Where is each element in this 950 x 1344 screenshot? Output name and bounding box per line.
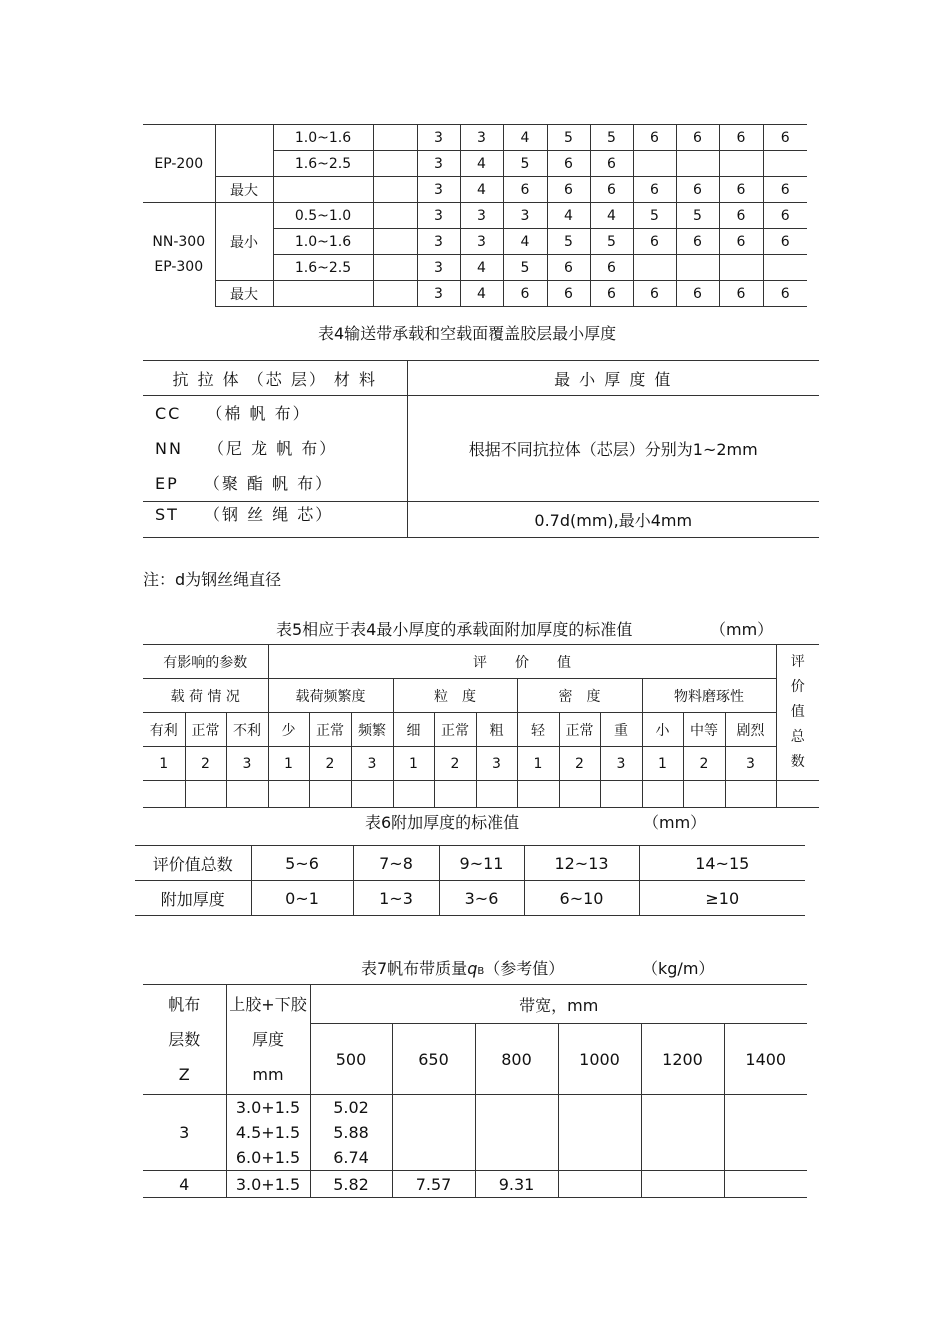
blank-cell (373, 203, 417, 229)
value-cell: 6 (503, 177, 547, 203)
table5-score: 2 (309, 747, 351, 781)
value-cell: 3 (417, 229, 460, 255)
value-cell (719, 255, 763, 281)
range-cell: 1.6~2.5 (273, 255, 373, 281)
table5-subheader: 轻 (517, 713, 559, 747)
table5-subheader: 有利 (143, 713, 185, 747)
value-cell: 6 (590, 255, 633, 281)
table7-layer3: 3 (143, 1095, 226, 1171)
value-cell: 5 (547, 229, 590, 255)
table6-row2-label: 附加厚度 (135, 881, 251, 916)
table7-layer3-500: 5.02 5.88 6.74 (310, 1095, 392, 1171)
table7-layers-header: 帆布 层数 Z (143, 985, 226, 1095)
table4-title: 表4输送带承载和空载面覆盖胶层最小厚度 (318, 324, 617, 343)
value-cell: 5 (590, 229, 633, 255)
table5-score: 1 (642, 747, 683, 781)
blank-cell (373, 151, 417, 177)
table4-header-material: 抗 拉 体 （芯 层） 材 料 (143, 361, 407, 396)
range-cell: 1.0~1.6 (273, 229, 373, 255)
table5-empty-cell (393, 781, 434, 808)
value-cell: 6 (676, 281, 719, 307)
value-cell: 3 (503, 203, 547, 229)
range-cell: 1.0~1.6 (273, 125, 373, 151)
value-cell (633, 255, 676, 281)
table5-score: 2 (434, 747, 476, 781)
table5-subheader: 少 (268, 713, 309, 747)
range-cell (273, 281, 373, 307)
value-cell: 6 (676, 229, 719, 255)
value-cell: 5 (503, 151, 547, 177)
value-cell: 5 (676, 203, 719, 229)
value-cell: 6 (590, 281, 633, 307)
table5-score: 2 (559, 747, 600, 781)
value-cell: 6 (719, 229, 763, 255)
table5-subheader: 中等 (683, 713, 725, 747)
table5-subheader: 正常 (309, 713, 351, 747)
table5-score: 1 (393, 747, 434, 781)
material-nn300-ep300: NN-300 EP-300 (143, 203, 215, 307)
value-cell: 5 (633, 203, 676, 229)
value-cell: 6 (547, 255, 590, 281)
table5-score: 3 (476, 747, 517, 781)
table5-param-header: 有影响的参数 (143, 645, 268, 679)
value-cell: 6 (633, 229, 676, 255)
value-cell: 5 (503, 255, 547, 281)
table5-score: 1 (517, 747, 559, 781)
material-ep200: EP-200 (143, 125, 215, 203)
value-cell (763, 255, 807, 281)
table5-subheader: 正常 (434, 713, 476, 747)
category-cell: 最大 (215, 177, 273, 203)
table7-title: 表7帆布带质量qB（参考值） (361, 959, 565, 978)
table5-empty-cell (351, 781, 393, 808)
table5-subheader: 重 (600, 713, 642, 747)
value-cell: 3 (460, 125, 503, 151)
value-cell: 5 (590, 125, 633, 151)
category-cell (215, 125, 273, 177)
table5-title: 表5相应于表4最小厚度的承载面附加厚度的标准值 (276, 620, 633, 639)
value-cell: 6 (763, 125, 807, 151)
table5-score: 3 (600, 747, 642, 781)
table5-empty-cell (185, 781, 226, 808)
blank-cell (373, 229, 417, 255)
table5-empty-cell (226, 781, 268, 808)
table5-subheader: 小 (642, 713, 683, 747)
table3-continued (143, 124, 807, 307)
table6-total-cell: 9~11 (439, 846, 524, 881)
table6-row1-label: 评价值总数 (135, 846, 251, 881)
value-cell: 6 (719, 281, 763, 307)
category-cell: 最小 (215, 203, 273, 281)
table7-width: 1200 (641, 1024, 724, 1095)
table5-empty-cell (776, 781, 819, 808)
value-cell: 6 (590, 151, 633, 177)
table6-total-cell: 7~8 (353, 846, 439, 881)
table7-width: 1000 (558, 1024, 641, 1095)
table7-layer4: 4 (143, 1171, 226, 1198)
range-cell (273, 177, 373, 203)
value-cell: 4 (460, 177, 503, 203)
table5 (143, 644, 819, 808)
table5-group: 物料磨琢性 (642, 679, 776, 713)
value-cell: 4 (460, 281, 503, 307)
value-cell: 4 (503, 125, 547, 151)
table5-score: 2 (683, 747, 725, 781)
value-cell: 3 (417, 281, 460, 307)
value-cell: 6 (590, 177, 633, 203)
value-cell: 4 (503, 229, 547, 255)
material-cc: CC （棉 帆 布） (155, 404, 311, 423)
value-cell: 6 (503, 281, 547, 307)
table5-subheader: 频繁 (351, 713, 393, 747)
blank-cell (373, 281, 417, 307)
table5-subheader: 正常 (185, 713, 226, 747)
value-cell: 6 (763, 203, 807, 229)
value-cell: 3 (417, 255, 460, 281)
table5-empty-cell (309, 781, 351, 808)
value-cell: 6 (719, 125, 763, 151)
table5-empty-cell (559, 781, 600, 808)
value-cell: 6 (676, 125, 719, 151)
table5-score: 3 (226, 747, 268, 781)
table7-width: 1400 (724, 1024, 807, 1095)
blank-cell (373, 177, 417, 203)
table3-row (143, 203, 807, 229)
note: 注：d为钢丝绳直径 (143, 570, 282, 589)
table7-layer4-value (724, 1171, 807, 1198)
value-cell: 4 (590, 203, 633, 229)
value-cell: 6 (763, 177, 807, 203)
table3-row (143, 125, 807, 151)
table5-empty-cell (600, 781, 642, 808)
table7 (143, 984, 807, 1198)
value-cell: 6 (633, 177, 676, 203)
table6-unit: （mm） (643, 813, 707, 832)
table5-unit: （mm） (710, 620, 774, 639)
table5-group: 载 荷 情 况 (143, 679, 268, 713)
value-cell: 3 (417, 177, 460, 203)
table3-row (143, 281, 807, 307)
value-cell: 3 (417, 151, 460, 177)
table4-header-value: 最 小 厚 度 值 (407, 361, 819, 396)
value-cell: 3 (417, 125, 460, 151)
table7-layer4-thickness: 3.0+1.5 (226, 1171, 310, 1198)
value-cell: 5 (547, 125, 590, 151)
value-cell: 6 (763, 229, 807, 255)
table4-st-value: 0.7d(mm),最小4mm (407, 502, 819, 538)
value-cell: 6 (633, 125, 676, 151)
table6-thickness-cell: 3~6 (439, 881, 524, 916)
table5-empty-cell (434, 781, 476, 808)
table5-score: 3 (351, 747, 393, 781)
table5-subheader: 剧烈 (725, 713, 776, 747)
table7-layer4-value (558, 1171, 641, 1198)
value-cell (633, 151, 676, 177)
table5-eval-header: 评 价 值 (268, 645, 776, 679)
value-cell: 6 (547, 281, 590, 307)
value-cell: 4 (460, 255, 503, 281)
material-ep: EP （聚 酯 帆 布） (155, 474, 334, 493)
table7-width: 800 (475, 1024, 558, 1095)
table7-layer4-value (641, 1171, 724, 1198)
table5-empty-cell (725, 781, 776, 808)
table5-empty-cell (268, 781, 309, 808)
value-cell: 4 (547, 203, 590, 229)
value-cell: 4 (460, 151, 503, 177)
table5-total-header: 评 价 值 总 数 (776, 645, 819, 781)
value-cell (676, 151, 719, 177)
table6-thickness-cell: 0~1 (251, 881, 353, 916)
category-cell: 最大 (215, 281, 273, 307)
table7-layer4-value: 9.31 (475, 1171, 558, 1198)
value-cell: 3 (460, 229, 503, 255)
table5-empty-cell (143, 781, 185, 808)
table7-width: 500 (310, 1024, 392, 1095)
range-cell: 1.6~2.5 (273, 151, 373, 177)
table7-thickness-header: 上胶+下胶 厚度 mm (226, 985, 310, 1095)
range-cell: 0.5~1.0 (273, 203, 373, 229)
value-cell: 6 (676, 177, 719, 203)
table6-total-cell: 5~6 (251, 846, 353, 881)
table6-total-cell: 14~15 (639, 846, 805, 881)
value-cell: 6 (633, 281, 676, 307)
table6-thickness-cell: 1~3 (353, 881, 439, 916)
table5-score: 3 (725, 747, 776, 781)
table6-thickness-cell: ≥10 (639, 881, 805, 916)
table7-layer3-thickness: 3.0+1.5 4.5+1.5 6.0+1.5 (226, 1095, 310, 1171)
table5-subheader: 细 (393, 713, 434, 747)
table5-score: 2 (185, 747, 226, 781)
table5-empty-cell (517, 781, 559, 808)
value-cell: 6 (547, 177, 590, 203)
material-nn: NN （尼 龙 帆 布） (155, 439, 338, 458)
table7-layer4-value: 7.57 (392, 1171, 475, 1198)
table5-empty-cell (642, 781, 683, 808)
value-cell (719, 151, 763, 177)
table6-thickness-cell: 6~10 (524, 881, 639, 916)
table5-score: 1 (268, 747, 309, 781)
table5-group: 粒 度 (393, 679, 517, 713)
table7-layer4-value: 5.82 (310, 1171, 392, 1198)
table5-subheader: 正常 (559, 713, 600, 747)
table7-width-header: 带宽，mm (310, 985, 807, 1024)
table7-width: 650 (392, 1024, 475, 1095)
value-cell: 6 (547, 151, 590, 177)
table7-unit: （kg/m） (642, 959, 715, 978)
table5-subheader: 粗 (476, 713, 517, 747)
blank-cell (373, 125, 417, 151)
table5-group: 密 度 (517, 679, 642, 713)
blank-cell (373, 255, 417, 281)
table5-empty-cell (476, 781, 517, 808)
value-cell (676, 255, 719, 281)
table5-subheader: 不利 (226, 713, 268, 747)
table6 (135, 845, 805, 916)
table4 (143, 360, 819, 538)
value-cell: 3 (417, 203, 460, 229)
table5-empty-cell (683, 781, 725, 808)
table5-group: 载荷频繁度 (268, 679, 393, 713)
value-cell (763, 151, 807, 177)
table6-total-cell: 12~13 (524, 846, 639, 881)
material-st: ST （钢 丝 绳 芯） (155, 505, 334, 524)
value-cell: 6 (719, 203, 763, 229)
value-cell: 3 (460, 203, 503, 229)
table6-title: 表6附加厚度的标准值 (365, 813, 520, 832)
table3-row (143, 177, 807, 203)
table4-group-value: 根据不同抗拉体（芯层）分别为1~2mm (407, 396, 819, 502)
table5-score: 1 (143, 747, 185, 781)
value-cell: 6 (719, 177, 763, 203)
value-cell: 6 (763, 281, 807, 307)
